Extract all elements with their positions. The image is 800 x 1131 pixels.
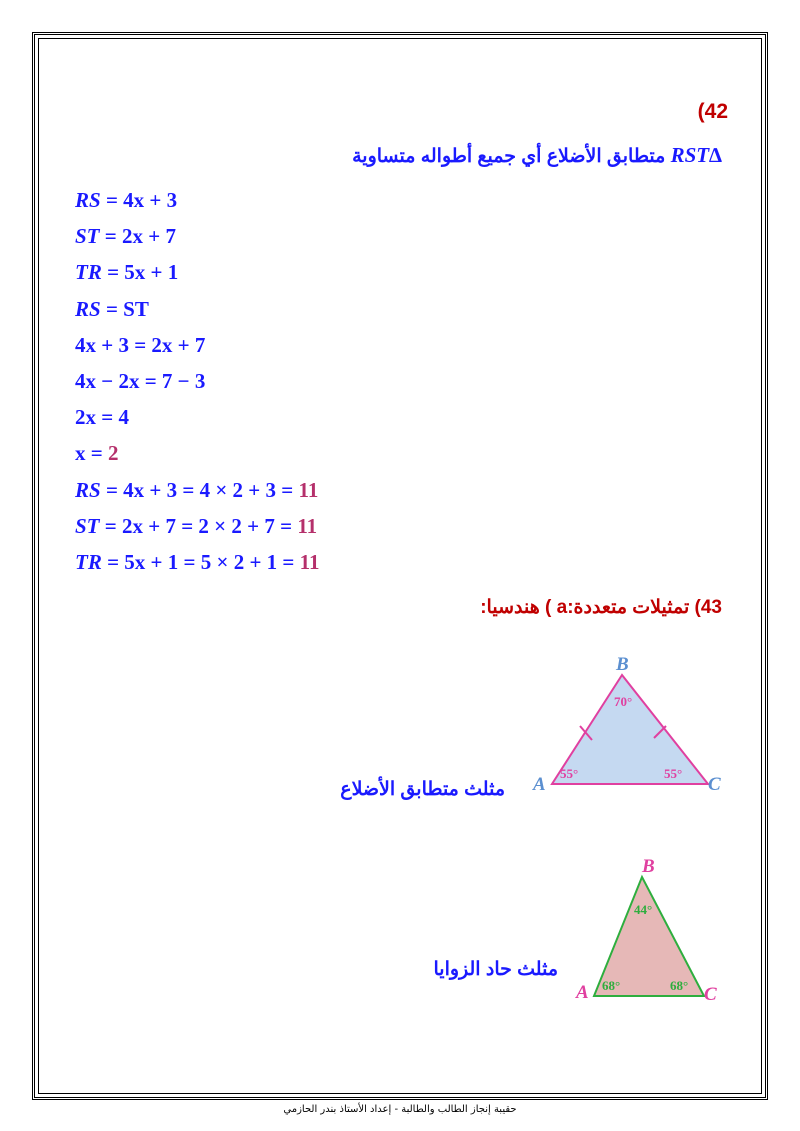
equation-expression: x = [75,441,108,466]
triangle-figure-1 [530,650,730,800]
equation-line [75,478,318,503]
equation-expression: = 4x + 3 [100,188,178,212]
equation-expression: 4x − 2x = 7 − 3 [75,369,206,393]
equation-expression: 4x + 3 = 2x + 7 [75,332,206,357]
equation-line [75,369,205,394]
question-43-header [480,596,722,619]
vertex-c-label: C [708,774,721,795]
segment-name: RS [75,188,101,212]
equation-expression: = 2x + 7 = 2 × 2 + 7 = [99,513,298,538]
segment-name: RS [75,296,101,321]
equation-line [75,514,317,539]
equation-expression: = ST [100,296,149,321]
angle-a-label: 68° [602,978,621,993]
equation-expression: = 5x + 1 = 5 × 2 + 1 = [101,550,300,574]
angle-b-label: 70° [614,694,633,709]
equation-line [75,405,129,430]
angle-b-label: 44° [634,902,653,917]
figure-2-caption: مثلث حاد الزوايا [433,959,558,980]
question-43-number: 43) [694,597,722,618]
figure-1-caption: مثلث متطابق الأضلاع [340,779,505,800]
equation-answer: 11 [299,550,320,574]
segment-name: ST [75,224,100,249]
question-42-statement [352,143,722,168]
triangle-figure-2 [570,852,730,1007]
vertex-b-label: B [616,654,629,675]
question-42-number: (42 [697,100,728,123]
vertex-b-label: B [642,856,655,877]
equation-expression: = 2x + 7 [99,224,176,249]
segment-name: ST [75,513,100,538]
equation-line [75,260,178,285]
equation-answer: 2 [107,441,119,466]
vertex-a-label: A [533,774,546,795]
equation-expression: 2x = 4 [75,405,129,430]
statement-text: متطابق الأضلاع أي جميع أطواله متساوية [352,146,666,167]
segment-name: TR [75,260,102,285]
triangle-label: ∆RST [670,143,722,167]
segment-name: RS [75,477,101,502]
equation-line [75,224,176,249]
vertex-a-label: A [576,982,589,1003]
page-footer: حقيبة إنجاز الطالب والطالبة - إعداد الأستاذ بندر الحازمي [283,1104,517,1115]
equation-expression: = 5x + 1 [101,260,179,285]
vertex-c-label: C [704,984,717,1005]
equation-line [75,441,118,466]
equation-answer: 11 [297,513,318,538]
equation-answer: 11 [298,477,319,502]
equation-line [75,550,320,575]
angle-c-label: 68° [670,978,689,993]
equation-line [75,188,177,213]
equation-line [75,333,205,358]
question-43-title: تمثيلات متعددة:a ) هندسيا: [480,597,690,618]
angle-c-label: 55° [664,766,683,781]
equation-expression: = 4x + 3 = 4 × 2 + 3 = [100,477,299,502]
angle-a-label: 55° [560,766,579,781]
equation-line [75,297,149,322]
segment-name: TR [75,550,102,574]
